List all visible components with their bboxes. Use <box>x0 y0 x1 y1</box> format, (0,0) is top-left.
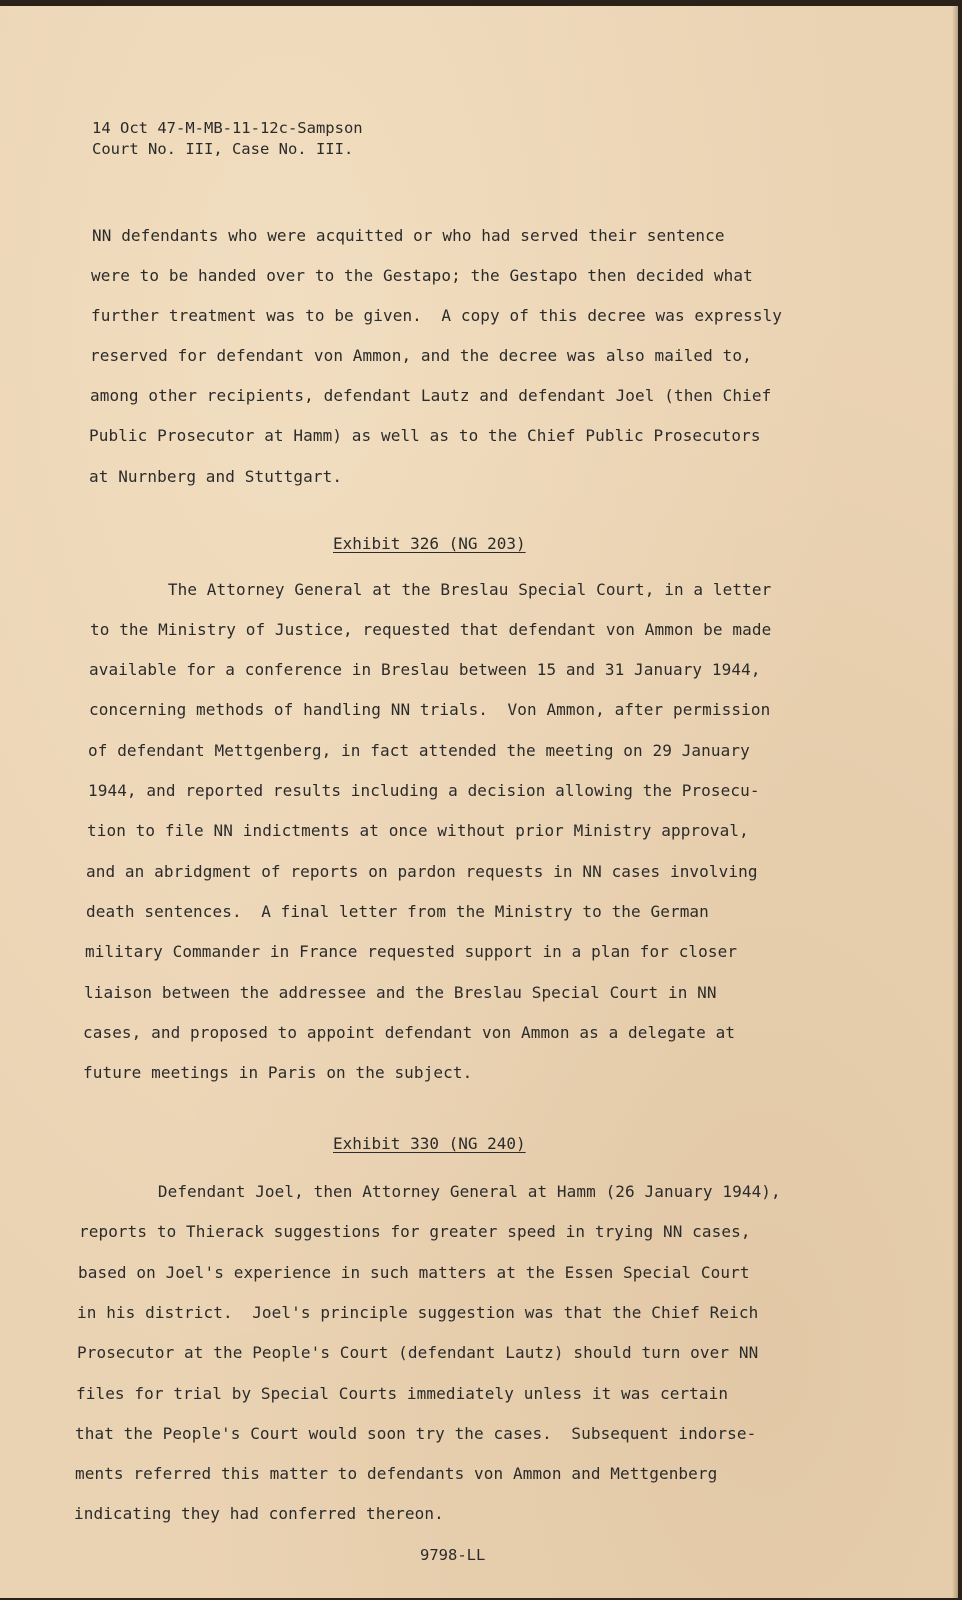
header-line-date-reference: 14 Oct 47-M-MB-11-12c-Sampson <box>92 119 363 137</box>
exhibit-330-line-8: ments referred this matter to defendants von Ammon and Mettgenberg <box>75 1464 718 1483</box>
exhibit-326-line-1: The Attorney General at the Breslau Special Court, in a letter <box>90 580 772 599</box>
exhibit-326-line-13: future meetings in Paris on the subject. <box>83 1063 473 1082</box>
exhibit-326-line-11: liaison between the addressee and the Breslau Special Court in NN <box>84 983 717 1002</box>
paragraph1-line-1: NN defendants who were acquitted or who had served their sentence <box>92 226 725 245</box>
exhibit-326-heading: Exhibit 326 (NG 203) <box>333 534 526 553</box>
exhibit-330-line-4: in his district. Joel's principle suggestion was that the Chief Reich <box>77 1303 759 1322</box>
exhibit-330-line-7: that the People's Court would soon try the cases. Subsequent indorse- <box>75 1424 757 1443</box>
page-number: 9798-LL <box>420 1546 486 1564</box>
exhibit-326-line-3: available for a conference in Breslau between 15 and 31 January 1944, <box>89 660 761 679</box>
exhibit-330-line-6: files for trial by Special Courts immediately unless it was certain <box>76 1384 729 1403</box>
paragraph1-line-3: further treatment was to be given. A copy of this decree was expressly <box>91 306 783 325</box>
exhibit-326-line-9: death sentences. A final letter from the Ministry to the German <box>86 902 709 921</box>
document-header <box>92 118 363 160</box>
exhibit-330-line-3: based on Joel's experience in such matters at the Essen Special Court <box>78 1263 750 1282</box>
exhibit-326-line-5: of defendant Mettgenberg, in fact attended the meeting on 29 January <box>88 741 750 760</box>
document-page <box>0 6 958 1598</box>
exhibit-330-line-9: indicating they had conferred thereon. <box>74 1504 444 1523</box>
exhibit-330-line-1: Defendant Joel, then Attorney General at Hamm (26 January 1944), <box>80 1182 781 1201</box>
exhibit-326-line-4: concerning methods of handling NN trials. Von Ammon, after permission <box>89 700 771 719</box>
exhibit-326-line-8: and an abridgment of reports on pardon requests in NN cases involving <box>86 862 758 881</box>
paragraph1-line-2: were to be handed over to the Gestapo; the Gestapo then decided what <box>91 266 753 285</box>
exhibit-326-line-2: to the Ministry of Justice, requested that defendant von Ammon be made <box>90 620 772 639</box>
exhibit-330-heading: Exhibit 330 (NG 240) <box>333 1134 526 1153</box>
exhibit-330-line-5: Prosecutor at the People's Court (defendant Lautz) should turn over NN <box>77 1343 759 1362</box>
exhibit-326-line-7: tion to file NN indictments at once without prior Ministry approval, <box>87 821 749 840</box>
exhibit-330-line-2: reports to Thierack suggestions for greater speed in trying NN cases, <box>79 1222 751 1241</box>
paragraph1-line-6: Public Prosecutor at Hamm) as well as to the Chief Public Prosecutors <box>89 426 761 445</box>
page-edge-shadow <box>952 6 958 1598</box>
header-line-court-case: Court No. III, Case No. III. <box>92 140 354 158</box>
paragraph1-line-4: reserved for defendant von Ammon, and the decree was also mailed to, <box>90 346 752 365</box>
exhibit-326-line-12: cases, and proposed to appoint defendant von Ammon as a delegate at <box>83 1023 736 1042</box>
paragraph1-line-5: among other recipients, defendant Lautz and defendant Joel (then Chief <box>90 386 772 405</box>
paragraph1-line-7: at Nurnberg and Stuttgart. <box>89 467 343 486</box>
exhibit-326-line-10: military Commander in France requested support in a plan for closer <box>85 942 738 961</box>
exhibit-326-line-6: 1944, and reported results including a decision allowing the Prosecu- <box>88 781 760 800</box>
